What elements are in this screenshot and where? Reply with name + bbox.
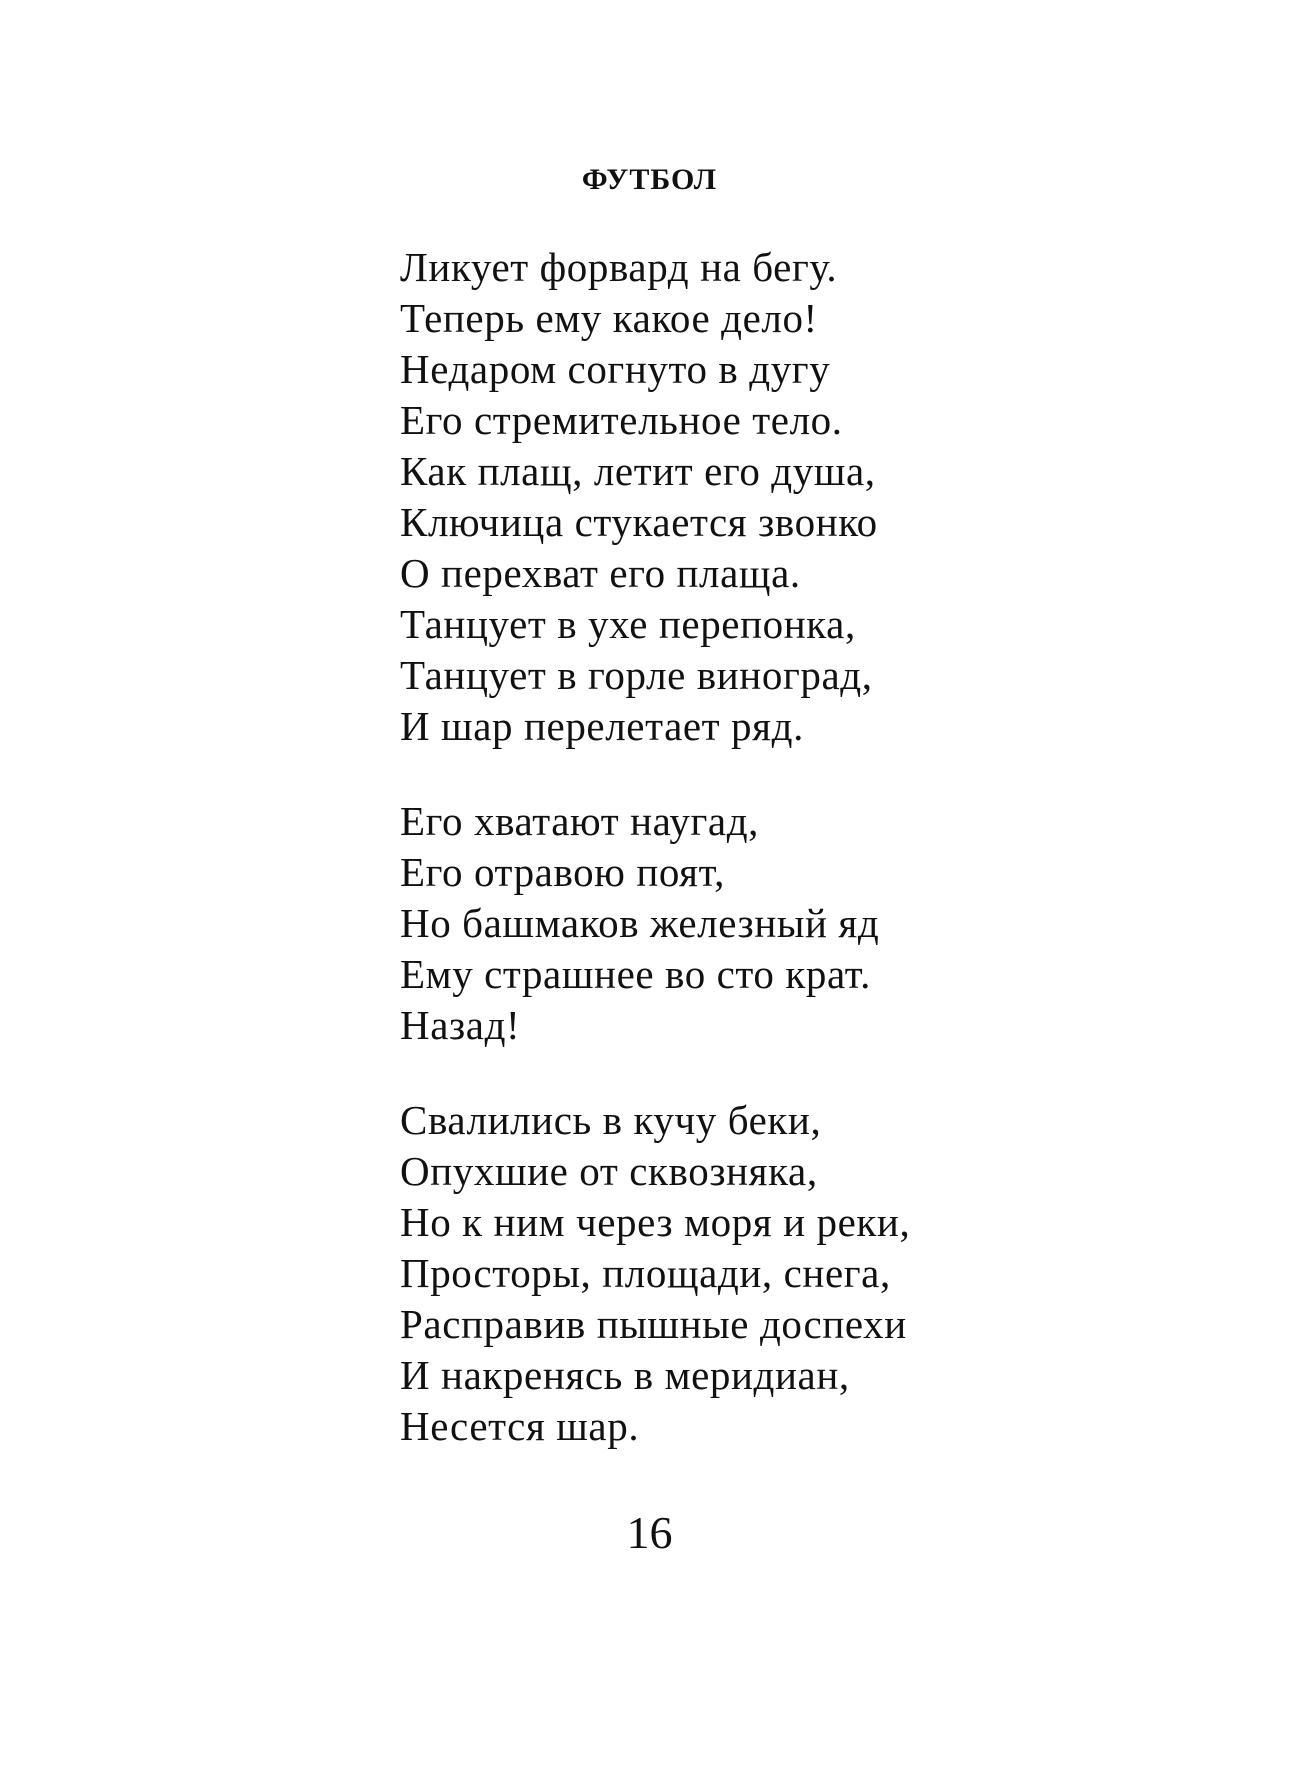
poem-line: И шар перелетает ряд. (400, 703, 804, 749)
poem-line: Но к ним через моря и реки, (400, 1199, 911, 1245)
poem-line: Его стремительное тело. (400, 397, 843, 443)
poem-line: Опухшие от сквозняка, (400, 1148, 818, 1194)
poem-line: Но башмаков железный яд (400, 900, 880, 946)
poem-line: Ключица стукается звонко (400, 499, 878, 545)
poem-line: И накренясь в меридиан, (400, 1352, 850, 1398)
poem-line: Ему страшнее во сто крат. (400, 951, 872, 997)
poem-line: Как плащ, летит его душа, (400, 448, 876, 494)
poem-line: Его хватают наугад, (400, 798, 759, 844)
poem-line: Расправив пышные доспехи (400, 1301, 907, 1347)
stanza-1 (400, 242, 1260, 752)
stanza-2 (400, 796, 1260, 1051)
poem-line: Танцует в горле виноград, (400, 652, 873, 698)
poem-line: Свалились в кучу беки, (400, 1097, 822, 1143)
poem-line: Просторы, площади, снега, (400, 1250, 891, 1296)
poem-line: Несется шар. (400, 1403, 640, 1449)
poem-line: Его отравою поят, (400, 849, 725, 895)
poem-line: Назад! (400, 1002, 521, 1048)
poem-line: Недаром согнуто в дугу (400, 346, 831, 392)
page-number: 16 (626, 1507, 673, 1558)
poem-body (400, 242, 1260, 1452)
stanza-3 (400, 1095, 1260, 1452)
poem-line: Теперь ему какое дело! (400, 295, 818, 341)
poem-line: Танцует в ухе перепонка, (400, 601, 856, 647)
poem-line: Ликует форвард на бегу. (400, 244, 838, 290)
poem-title: ФУТБОЛ (581, 163, 718, 196)
poem-line: О перехват его плаща. (400, 550, 801, 596)
